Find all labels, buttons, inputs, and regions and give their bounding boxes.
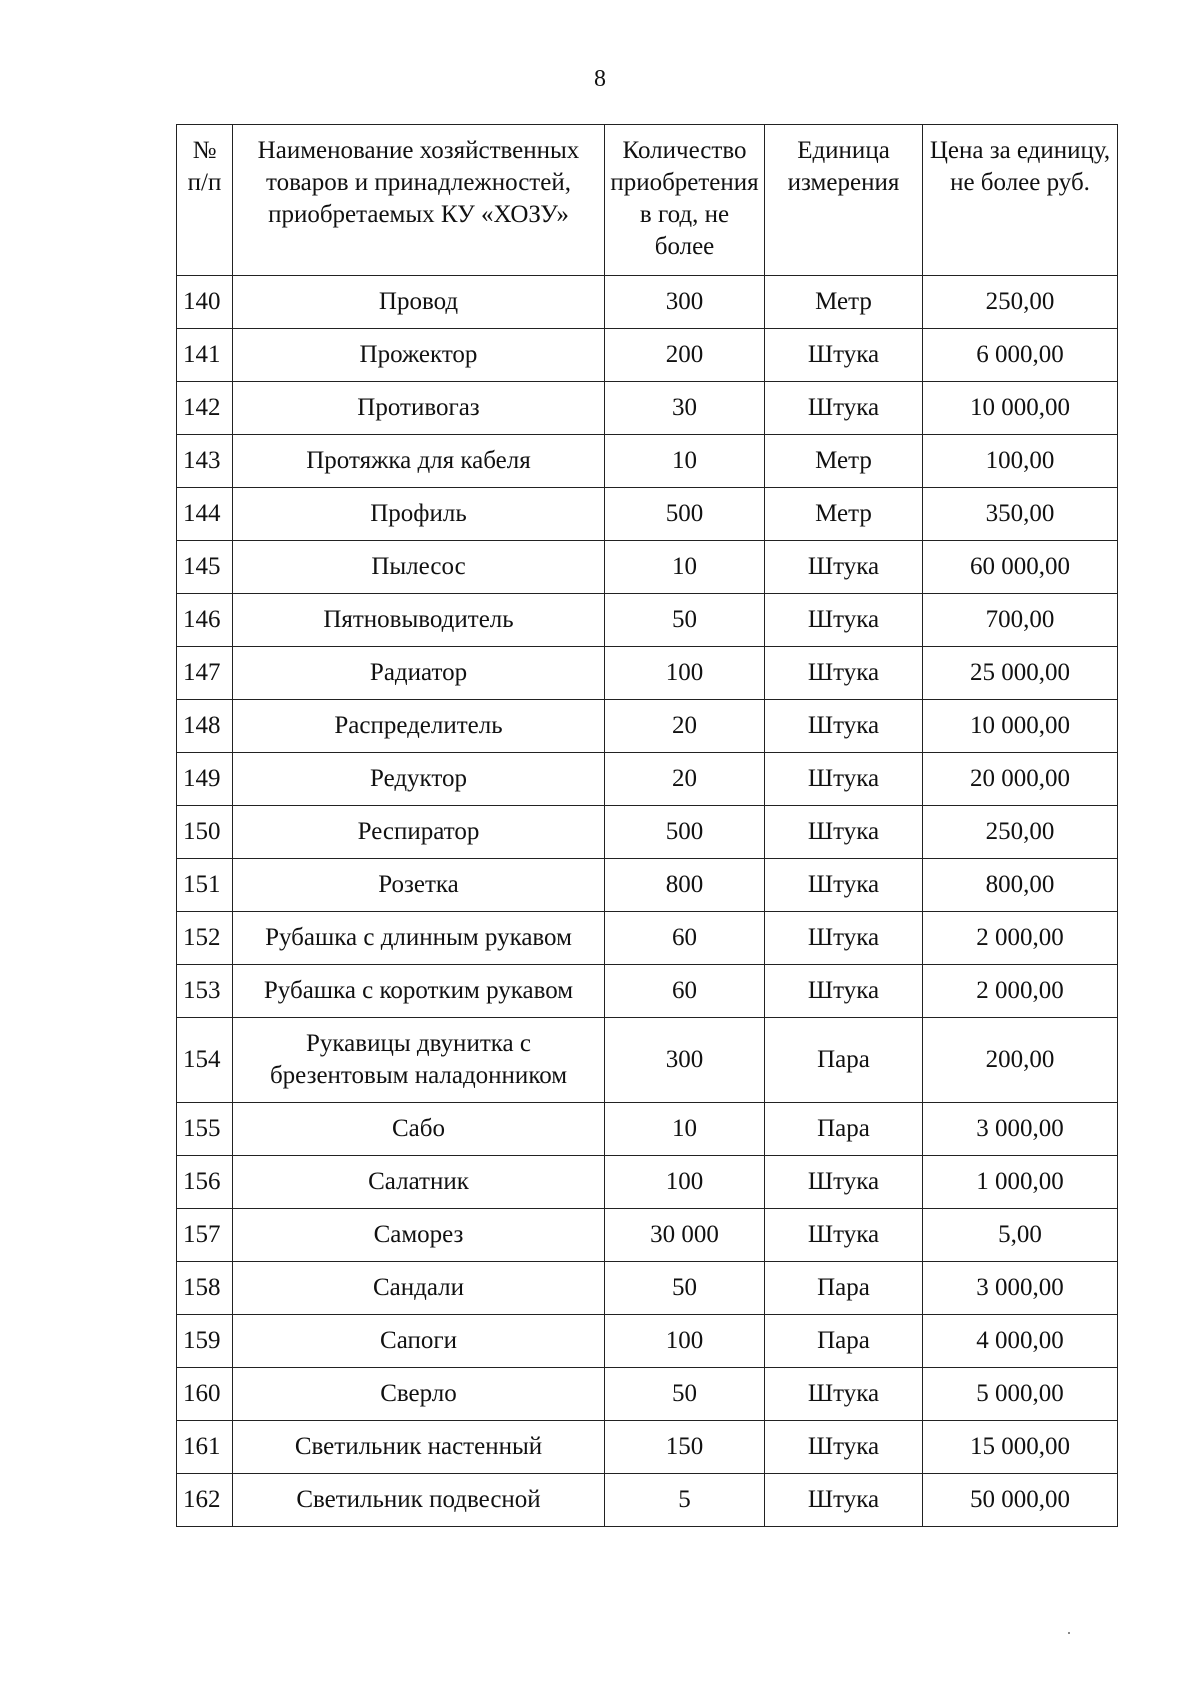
row-number-cell: 142 — [177, 382, 233, 435]
unit-cell: Штука — [765, 1368, 923, 1421]
price-cell: 1 000,00 — [923, 1156, 1118, 1209]
quantity-cell: 20 — [605, 753, 765, 806]
row-number-cell: 151 — [177, 859, 233, 912]
price-cell: 800,00 — [923, 859, 1118, 912]
unit-cell: Штука — [765, 965, 923, 1018]
table-row — [177, 1262, 1118, 1315]
table-row — [177, 647, 1118, 700]
item-name-cell: Пылесос — [233, 541, 605, 594]
row-number-cell: 143 — [177, 435, 233, 488]
table-row — [177, 329, 1118, 382]
price-cell: 20 000,00 — [923, 753, 1118, 806]
unit-cell: Штука — [765, 806, 923, 859]
price-cell: 250,00 — [923, 806, 1118, 859]
price-cell: 5,00 — [923, 1209, 1118, 1262]
price-cell: 5 000,00 — [923, 1368, 1118, 1421]
table-row — [177, 859, 1118, 912]
table-row — [177, 541, 1118, 594]
table-row — [177, 1018, 1118, 1103]
item-name-cell: Протяжка для кабеля — [233, 435, 605, 488]
unit-cell: Штука — [765, 1156, 923, 1209]
table-row — [177, 1474, 1118, 1527]
header-item-name: Наименование хозяйственных товаров и принадлежностей, приобретаемых КУ «ХОЗУ» — [233, 125, 605, 276]
price-cell: 350,00 — [923, 488, 1118, 541]
unit-cell: Штука — [765, 1209, 923, 1262]
quantity-cell: 500 — [605, 806, 765, 859]
header-number: № п/п — [177, 125, 233, 276]
table-row — [177, 965, 1118, 1018]
table-row — [177, 594, 1118, 647]
quantity-cell: 20 — [605, 700, 765, 753]
table-row — [177, 1209, 1118, 1262]
unit-cell: Метр — [765, 488, 923, 541]
item-name-cell: Рукавицы двунитка с брезентовым наладонником — [233, 1018, 605, 1103]
item-name-cell: Саморез — [233, 1209, 605, 1262]
unit-cell: Метр — [765, 435, 923, 488]
table-row — [177, 1421, 1118, 1474]
item-name-cell: Светильник подвесной — [233, 1474, 605, 1527]
item-name-cell: Респиратор — [233, 806, 605, 859]
quantity-cell: 100 — [605, 1315, 765, 1368]
quantity-cell: 10 — [605, 541, 765, 594]
quantity-cell: 50 — [605, 594, 765, 647]
item-name-cell: Светильник настенный — [233, 1421, 605, 1474]
item-name-cell: Сапоги — [233, 1315, 605, 1368]
unit-cell: Пара — [765, 1018, 923, 1103]
item-name-cell: Провод — [233, 276, 605, 329]
unit-cell: Метр — [765, 276, 923, 329]
item-name-cell: Сабо — [233, 1103, 605, 1156]
table-row — [177, 1156, 1118, 1209]
row-number-cell: 147 — [177, 647, 233, 700]
row-number-cell: 149 — [177, 753, 233, 806]
table-row — [177, 1315, 1118, 1368]
quantity-cell: 500 — [605, 488, 765, 541]
price-cell: 10 000,00 — [923, 382, 1118, 435]
price-cell: 250,00 — [923, 276, 1118, 329]
quantity-cell: 50 — [605, 1262, 765, 1315]
row-number-cell: 156 — [177, 1156, 233, 1209]
price-cell: 15 000,00 — [923, 1421, 1118, 1474]
quantity-cell: 800 — [605, 859, 765, 912]
unit-cell: Пара — [765, 1103, 923, 1156]
row-number-cell: 155 — [177, 1103, 233, 1156]
quantity-cell: 100 — [605, 1156, 765, 1209]
item-name-cell: Сандали — [233, 1262, 605, 1315]
item-name-cell: Радиатор — [233, 647, 605, 700]
row-number-cell: 153 — [177, 965, 233, 1018]
quantity-cell: 300 — [605, 1018, 765, 1103]
unit-cell: Пара — [765, 1315, 923, 1368]
quantity-cell: 150 — [605, 1421, 765, 1474]
unit-cell: Пара — [765, 1262, 923, 1315]
item-name-cell: Профиль — [233, 488, 605, 541]
row-number-cell: 161 — [177, 1421, 233, 1474]
quantity-cell: 5 — [605, 1474, 765, 1527]
quantity-cell: 100 — [605, 647, 765, 700]
unit-cell: Штука — [765, 647, 923, 700]
row-number-cell: 150 — [177, 806, 233, 859]
table-row — [177, 753, 1118, 806]
quantity-cell: 60 — [605, 912, 765, 965]
item-name-cell: Противогаз — [233, 382, 605, 435]
table-row — [177, 382, 1118, 435]
header-quantity: Количество приобретения в год, не более — [605, 125, 765, 276]
item-name-cell: Салатник — [233, 1156, 605, 1209]
row-number-cell: 160 — [177, 1368, 233, 1421]
table-header-row — [177, 125, 1118, 276]
table-body — [177, 276, 1118, 1527]
item-name-cell: Прожектор — [233, 329, 605, 382]
unit-cell: Штука — [765, 700, 923, 753]
row-number-cell: 152 — [177, 912, 233, 965]
header-price: Цена за единицу, не более руб. — [923, 125, 1118, 276]
item-name-cell: Сверло — [233, 1368, 605, 1421]
row-number-cell: 140 — [177, 276, 233, 329]
unit-cell: Штука — [765, 912, 923, 965]
price-cell: 4 000,00 — [923, 1315, 1118, 1368]
price-cell: 60 000,00 — [923, 541, 1118, 594]
row-number-cell: 144 — [177, 488, 233, 541]
price-cell: 3 000,00 — [923, 1262, 1118, 1315]
table-row — [177, 806, 1118, 859]
row-number-cell: 145 — [177, 541, 233, 594]
row-number-cell: 157 — [177, 1209, 233, 1262]
quantity-cell: 300 — [605, 276, 765, 329]
unit-cell: Штука — [765, 859, 923, 912]
quantity-cell: 10 — [605, 435, 765, 488]
unit-cell: Штука — [765, 382, 923, 435]
price-cell: 3 000,00 — [923, 1103, 1118, 1156]
price-cell: 10 000,00 — [923, 700, 1118, 753]
unit-cell: Штука — [765, 1474, 923, 1527]
page-number: 8 — [594, 66, 606, 92]
price-cell: 6 000,00 — [923, 329, 1118, 382]
row-number-cell: 154 — [177, 1018, 233, 1103]
item-name-cell: Редуктор — [233, 753, 605, 806]
quantity-cell: 30 — [605, 382, 765, 435]
quantity-cell: 50 — [605, 1368, 765, 1421]
price-cell: 2 000,00 — [923, 912, 1118, 965]
goods-price-table — [176, 124, 1118, 1527]
table-row — [177, 700, 1118, 753]
table-row — [177, 435, 1118, 488]
item-name-cell: Пятновыводитель — [233, 594, 605, 647]
row-number-cell: 141 — [177, 329, 233, 382]
price-cell: 25 000,00 — [923, 647, 1118, 700]
unit-cell: Штука — [765, 329, 923, 382]
scan-speck — [1068, 1632, 1070, 1634]
price-cell: 700,00 — [923, 594, 1118, 647]
unit-cell: Штука — [765, 541, 923, 594]
table-row — [177, 488, 1118, 541]
price-cell: 50 000,00 — [923, 1474, 1118, 1527]
row-number-cell: 148 — [177, 700, 233, 753]
row-number-cell: 158 — [177, 1262, 233, 1315]
row-number-cell: 162 — [177, 1474, 233, 1527]
quantity-cell: 30 000 — [605, 1209, 765, 1262]
price-cell: 2 000,00 — [923, 965, 1118, 1018]
quantity-cell: 10 — [605, 1103, 765, 1156]
item-name-cell: Распределитель — [233, 700, 605, 753]
table-row — [177, 1103, 1118, 1156]
table-row — [177, 1368, 1118, 1421]
price-cell: 100,00 — [923, 435, 1118, 488]
unit-cell: Штука — [765, 1421, 923, 1474]
row-number-cell: 146 — [177, 594, 233, 647]
table-row — [177, 276, 1118, 329]
item-name-cell: Рубашка с коротким рукавом — [233, 965, 605, 1018]
quantity-cell: 60 — [605, 965, 765, 1018]
item-name-cell: Рубашка с длинным рукавом — [233, 912, 605, 965]
item-name-cell: Розетка — [233, 859, 605, 912]
unit-cell: Штука — [765, 753, 923, 806]
price-cell: 200,00 — [923, 1018, 1118, 1103]
quantity-cell: 200 — [605, 329, 765, 382]
row-number-cell: 159 — [177, 1315, 233, 1368]
table-row — [177, 912, 1118, 965]
unit-cell: Штука — [765, 594, 923, 647]
header-unit: Единица измерения — [765, 125, 923, 276]
